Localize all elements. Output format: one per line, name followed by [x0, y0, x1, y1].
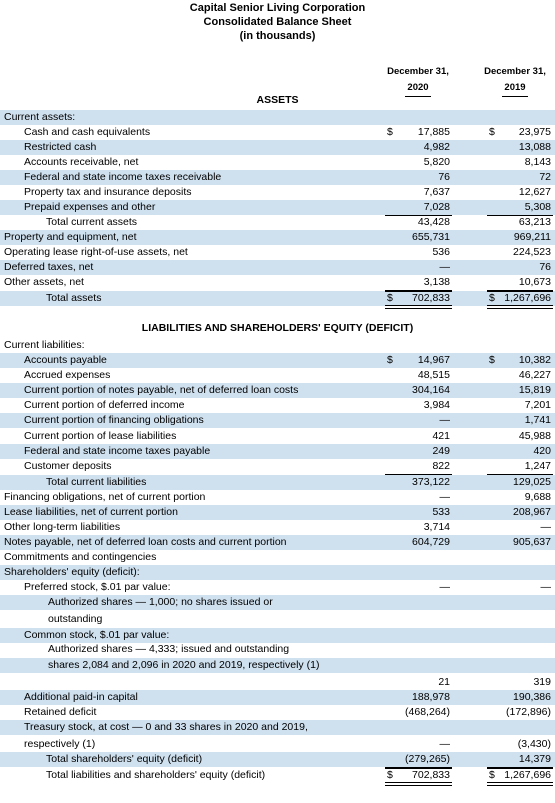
- table-row: [0, 155, 555, 170]
- value-2019: 7,201: [524, 399, 551, 411]
- value-2019: 72: [539, 171, 551, 183]
- value-2019: 15,819: [518, 384, 551, 396]
- table-row: [0, 368, 555, 383]
- value-2020: 5,820: [423, 156, 450, 168]
- value-2019: 224,523: [513, 246, 551, 258]
- table-row: [0, 658, 555, 673]
- table-row: [0, 170, 555, 185]
- row-label: Lease liabilities, net of current portion: [4, 506, 178, 518]
- value-2020: —: [439, 261, 450, 273]
- row-label: Retained deficit: [24, 706, 97, 718]
- value-2019: 208,967: [513, 506, 551, 518]
- row-label: Notes payable, net of deferred loan costs and current portion: [4, 536, 287, 548]
- value-2020: 21: [438, 676, 450, 688]
- row-label: Current portion of notes payable, net of deferred loan costs: [24, 384, 299, 396]
- value-2020: (279,265): [405, 753, 450, 765]
- column-header-2019-year: 2019: [502, 80, 527, 97]
- table-row: [0, 215, 555, 230]
- value-2020: 604,729: [412, 536, 450, 548]
- row-label: Property and equipment, net: [4, 231, 137, 243]
- table-row: [0, 185, 555, 200]
- dollar-sign: $: [489, 769, 495, 781]
- dollar-sign: $: [489, 292, 495, 304]
- value-2019: 46,227: [518, 369, 551, 381]
- row-label: Customer deposits: [24, 460, 112, 472]
- value-2019: 319: [533, 676, 551, 688]
- row-label: outstanding: [48, 613, 103, 625]
- row-label: Shareholders' equity (deficit):: [4, 566, 140, 578]
- table-row: [0, 595, 555, 610]
- value-2019: 905,637: [513, 536, 551, 548]
- table-row: [0, 628, 555, 643]
- column-header-2020-line1: December 31,: [387, 66, 449, 77]
- row-label: Financing obligations, net of current portion: [4, 491, 206, 503]
- dollar-sign: $: [387, 769, 393, 781]
- row-label: Federal and state income taxes receivable: [24, 171, 222, 183]
- row-label: Additional paid-in capital: [24, 691, 138, 703]
- total-top-rule: [487, 768, 553, 769]
- statement-title: Consolidated Balance Sheet: [203, 16, 352, 28]
- row-label: Treasury stock, at cost — 0 and 33 shares in 2020 and 2019,: [24, 721, 308, 733]
- value-2019: —: [540, 521, 551, 533]
- row-label: shares 2,084 and 2,096 in 2020 and 2019, respectively (1): [48, 659, 320, 671]
- row-label: Authorized shares — 4,333; issued and outstanding: [48, 643, 290, 655]
- value-2020: 249: [432, 445, 450, 457]
- table-row: [0, 720, 555, 735]
- value-2019: (172,896): [506, 706, 551, 718]
- value-2020: 304,164: [412, 384, 450, 396]
- table-row: [0, 200, 555, 215]
- table-row: [0, 459, 555, 474]
- table-row: [0, 413, 555, 428]
- table-row: [0, 520, 555, 535]
- value-2020: 421: [432, 430, 450, 442]
- value-2019: —: [540, 581, 551, 593]
- row-label: Deferred taxes, net: [4, 261, 94, 273]
- table-row: [0, 550, 555, 565]
- row-label: Restricted cash: [24, 141, 97, 153]
- total-double-rule: [487, 305, 553, 309]
- table-row: [0, 275, 555, 290]
- value-2019: 45,988: [518, 430, 551, 442]
- row-label: Total current liabilities: [46, 476, 147, 488]
- total-double-rule: [385, 782, 452, 786]
- value-2019: 23,975: [518, 126, 551, 138]
- value-2019: 1,741: [524, 414, 551, 426]
- row-label: Preferred stock, $.01 par value:: [24, 581, 171, 593]
- dollar-sign: $: [387, 126, 393, 138]
- value-2019: 8,143: [524, 156, 551, 168]
- row-label: Current portion of financing obligations: [24, 414, 204, 426]
- value-2019: 76: [539, 261, 551, 273]
- row-label: Operating lease right-of-use assets, net: [4, 246, 188, 258]
- value-2019: 1,247: [524, 460, 551, 472]
- table-row: [0, 140, 555, 155]
- value-2020: 3,138: [423, 276, 450, 288]
- row-label: Authorized shares — 1,000; no shares issued or: [48, 596, 273, 608]
- table-row: [0, 535, 555, 550]
- row-label: Current liabilities:: [4, 339, 85, 351]
- row-label: Accounts receivable, net: [24, 156, 139, 168]
- company-name: Capital Senior Living Corporation: [189, 2, 366, 14]
- total-top-rule: [385, 291, 452, 292]
- row-label: Total current assets: [46, 216, 138, 228]
- value-2019: 10,673: [518, 276, 551, 288]
- dollar-sign: $: [489, 354, 495, 366]
- table-row: [0, 505, 555, 520]
- value-2020: 536: [432, 246, 450, 258]
- value-2020: 48,515: [417, 369, 450, 381]
- value-2020: 7,028: [423, 201, 450, 213]
- row-label: Accrued expenses: [24, 369, 111, 381]
- value-2019: 420: [533, 445, 551, 457]
- table-row: [0, 398, 555, 413]
- value-2020: —: [439, 581, 450, 593]
- value-2019: (3,430): [517, 738, 551, 750]
- value-2020: 373,122: [412, 476, 450, 488]
- column-header-2020-year: 2020: [405, 80, 430, 97]
- value-2019: 12,627: [518, 186, 551, 198]
- value-2020: (468,264): [405, 706, 450, 718]
- row-label: Prepaid expenses and other: [24, 201, 156, 213]
- value-2020: 188,978: [412, 691, 450, 703]
- section-assets: ASSETS: [256, 94, 299, 106]
- table-row: [0, 675, 555, 690]
- value-2019: 13,088: [518, 141, 551, 153]
- value-2019: 5,308: [524, 201, 551, 213]
- value-2020: 702,833: [412, 769, 450, 781]
- value-2019: 190,386: [513, 691, 551, 703]
- row-label: Cash and cash equivalents: [24, 126, 151, 138]
- row-label: Total assets: [46, 292, 102, 304]
- table-row: [0, 245, 555, 260]
- table-row: [0, 429, 555, 444]
- value-2020: 4,982: [423, 141, 450, 153]
- value-2020: 655,731: [412, 231, 450, 243]
- total-top-rule: [385, 768, 452, 769]
- row-label: Total shareholders' equity (deficit): [46, 753, 203, 765]
- value-2019: 1,267,696: [504, 292, 551, 304]
- row-label: Other assets, net: [4, 276, 84, 288]
- table-row: [0, 490, 555, 505]
- value-2020: 43,428: [417, 216, 450, 228]
- value-2019: 1,267,696: [504, 769, 551, 781]
- table-row: [0, 752, 555, 767]
- table-row: [0, 230, 555, 245]
- dollar-sign: $: [387, 354, 393, 366]
- value-2020: 14,967: [417, 354, 450, 366]
- value-2020: 3,984: [423, 399, 450, 411]
- section-liabilities: LIABILITIES AND SHAREHOLDERS' EQUITY (DEFICIT): [141, 322, 414, 334]
- row-label: Other long-term liabilities: [4, 521, 121, 533]
- value-2019: 10,382: [518, 354, 551, 366]
- table-row: [0, 612, 555, 627]
- value-2020: 7,637: [423, 186, 450, 198]
- value-2020: 533: [432, 506, 450, 518]
- row-label: Property tax and insurance deposits: [24, 186, 192, 198]
- value-2020: —: [439, 738, 450, 750]
- row-label: Accounts payable: [24, 354, 107, 366]
- table-row: [0, 110, 555, 125]
- row-label: Current assets:: [4, 111, 76, 123]
- table-row: [0, 444, 555, 459]
- row-label: Federal and state income taxes payable: [24, 445, 211, 457]
- value-2019: 969,211: [513, 231, 551, 243]
- table-row: [0, 125, 555, 140]
- value-2019: 9,688: [524, 491, 551, 503]
- table-row: [0, 475, 555, 490]
- row-label: Common stock, $.01 par value:: [24, 629, 170, 641]
- value-2020: 822: [432, 460, 450, 472]
- row-label: Current portion of deferred income: [24, 399, 185, 411]
- value-2020: 17,885: [417, 126, 450, 138]
- table-row: [0, 690, 555, 705]
- value-2020: 76: [438, 171, 450, 183]
- value-2020: 3,714: [423, 521, 450, 533]
- table-row: [0, 768, 555, 783]
- table-row: [0, 338, 555, 353]
- total-double-rule: [487, 782, 553, 786]
- table-row: [0, 291, 555, 306]
- value-2019: 63,213: [518, 216, 551, 228]
- units-note: (in thousands): [239, 30, 316, 42]
- value-2020: —: [439, 414, 450, 426]
- table-row: [0, 353, 555, 368]
- total-top-rule: [487, 291, 553, 292]
- table-row: [0, 737, 555, 752]
- table-row: [0, 642, 555, 657]
- value-2020: 702,833: [412, 292, 450, 304]
- dollar-sign: $: [387, 292, 393, 304]
- value-2019: 14,379: [518, 753, 551, 765]
- table-row: [0, 565, 555, 580]
- table-row: [0, 383, 555, 398]
- row-label: Total liabilities and shareholders' equity (deficit): [46, 769, 266, 781]
- value-2019: 129,025: [513, 476, 551, 488]
- row-label: Current portion of lease liabilities: [24, 430, 177, 442]
- value-2020: —: [439, 491, 450, 503]
- table-row: [0, 705, 555, 720]
- row-label: respectively (1): [24, 738, 96, 750]
- table-row: [0, 580, 555, 595]
- column-header-2019-line1: December 31,: [484, 66, 546, 77]
- row-label: Commitments and contingencies: [4, 551, 157, 563]
- table-row: [0, 260, 555, 275]
- total-double-rule: [385, 305, 452, 309]
- dollar-sign: $: [489, 126, 495, 138]
